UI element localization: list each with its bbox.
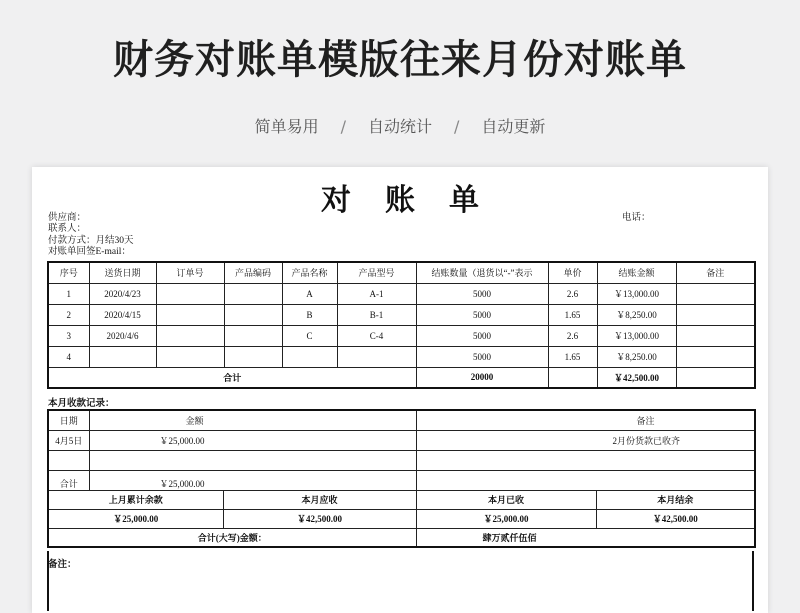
table-cell [224,304,282,325]
capital-value: 肆万贰仟伍佰 [416,528,755,547]
col-header: 本月应收 [223,490,416,509]
table-cell [676,367,755,388]
table-cell: 1.65 [548,304,597,325]
supplier-label: 供应商： [48,213,87,223]
table-cell [224,283,282,304]
table-cell: A-1 [337,283,416,304]
table-cell [676,346,755,367]
table-cell: 2020/4/23 [89,283,156,304]
document-title: 对账单 [321,184,513,217]
table-header-row [48,262,755,283]
table-cell [416,450,755,470]
table-cell [416,470,755,490]
table-cell [156,304,224,325]
col-header: 送货日期 [89,262,156,283]
table-row [48,304,755,325]
capital-label: 合计(大写)金额： [48,528,416,547]
table-cell: C [282,325,337,346]
table-cell [156,283,224,304]
table-row [48,283,755,304]
col-header: 日期 [48,410,89,430]
table-cell: 4月5日 [48,430,89,450]
col-header: 金额 [89,410,416,430]
table-cell: ￥13,000.00 [597,283,676,304]
col-header: 备注 [416,410,755,430]
table-cell [337,346,416,367]
table-cell [676,304,755,325]
table-cell [282,346,337,367]
col-header: 本月结余 [596,490,755,509]
table-cell: 3 [48,325,89,346]
table-row [48,325,755,346]
payment-row [48,430,755,450]
payment-total-row [48,470,755,490]
table-cell: 1.65 [548,346,597,367]
table-cell: 5000 [416,325,548,346]
table-cell: ￥8,250.00 [597,304,676,325]
table-cell: ￥8,250.00 [597,346,676,367]
table-cell: 5000 [416,283,548,304]
col-header: 本月已收 [416,490,596,509]
table-cell: ￥25,000.00 [89,430,416,450]
tag-easy: 简单易用 [254,117,319,136]
table-cell: 5000 [416,346,548,367]
table-cell: 2 [48,304,89,325]
table-cell: 2.6 [548,325,597,346]
feature-tags [0,114,800,137]
col-header: 备注 [676,262,755,283]
tag-auto-stat: 自动统计 [367,117,432,136]
phone-label: 电话： [622,213,651,223]
table-cell: 合计 [48,470,89,490]
table-cell: A [282,283,337,304]
remarks-label: 备注： [48,560,77,570]
summary-value-row [48,509,755,528]
tag-separator: / [454,117,460,136]
table-cell: B [282,304,337,325]
delivery-table [47,261,756,389]
capital-amount-row [48,528,755,547]
table-cell: 2月份货款已收齐 [416,430,755,450]
statement-sheet [32,167,768,613]
contact-label: 联系人： [48,224,87,234]
table-cell: ￥25,000.00 [48,509,223,528]
table-cell [89,450,416,470]
table-cell [224,325,282,346]
total-row [48,367,755,388]
total-quantity: 20000 [416,367,548,388]
payment-records-label: 本月收款记录： [48,399,115,409]
col-header: 上月累计余款 [48,490,223,509]
col-header: 产品型号 [337,262,416,283]
col-header: 序号 [48,262,89,283]
table-cell [156,325,224,346]
table-row [48,346,755,367]
table-cell [156,346,224,367]
table-cell: ￥25,000.00 [416,509,596,528]
table-cell [548,367,597,388]
table-cell: ￥42,500.00 [596,509,755,528]
table-cell: C-4 [337,325,416,346]
col-header: 产品编码 [224,262,282,283]
payment-terms: 付款方式：月结30天 [48,236,134,246]
table-cell: 2020/4/6 [89,325,156,346]
table-cell: 4 [48,346,89,367]
banner-title: 财务对账单模版往来月份对账单 [113,37,687,83]
total-label: 合计 [48,367,416,388]
table-cell [676,283,755,304]
col-header: 结账数量（退货以“-”表示 [416,262,548,283]
col-header: 产品名称 [282,262,337,283]
payment-header-row [48,410,755,430]
table-cell [224,346,282,367]
table-cell: ￥42,500.00 [223,509,416,528]
summary-header-row [48,490,755,509]
table-cell [48,450,89,470]
table-cell: ￥13,000.00 [597,325,676,346]
table-cell: 2.6 [548,283,597,304]
tag-auto-update: 自动更新 [481,117,546,136]
payment-row [48,450,755,470]
col-header: 订单号 [156,262,224,283]
total-amount: ￥42,500.00 [597,367,676,388]
table-cell: 5000 [416,304,548,325]
col-header: 结账金额 [597,262,676,283]
table-cell [89,346,156,367]
table-cell: B-1 [337,304,416,325]
tag-separator: / [340,117,346,136]
email-label: 对账单回签E-mail： [48,247,131,257]
table-cell: 2020/4/15 [89,304,156,325]
col-header: 单价 [548,262,597,283]
table-cell: ￥25,000.00 [89,470,416,490]
remarks-box [47,551,754,611]
payment-table [47,409,756,548]
table-cell: 1 [48,283,89,304]
table-cell [676,325,755,346]
